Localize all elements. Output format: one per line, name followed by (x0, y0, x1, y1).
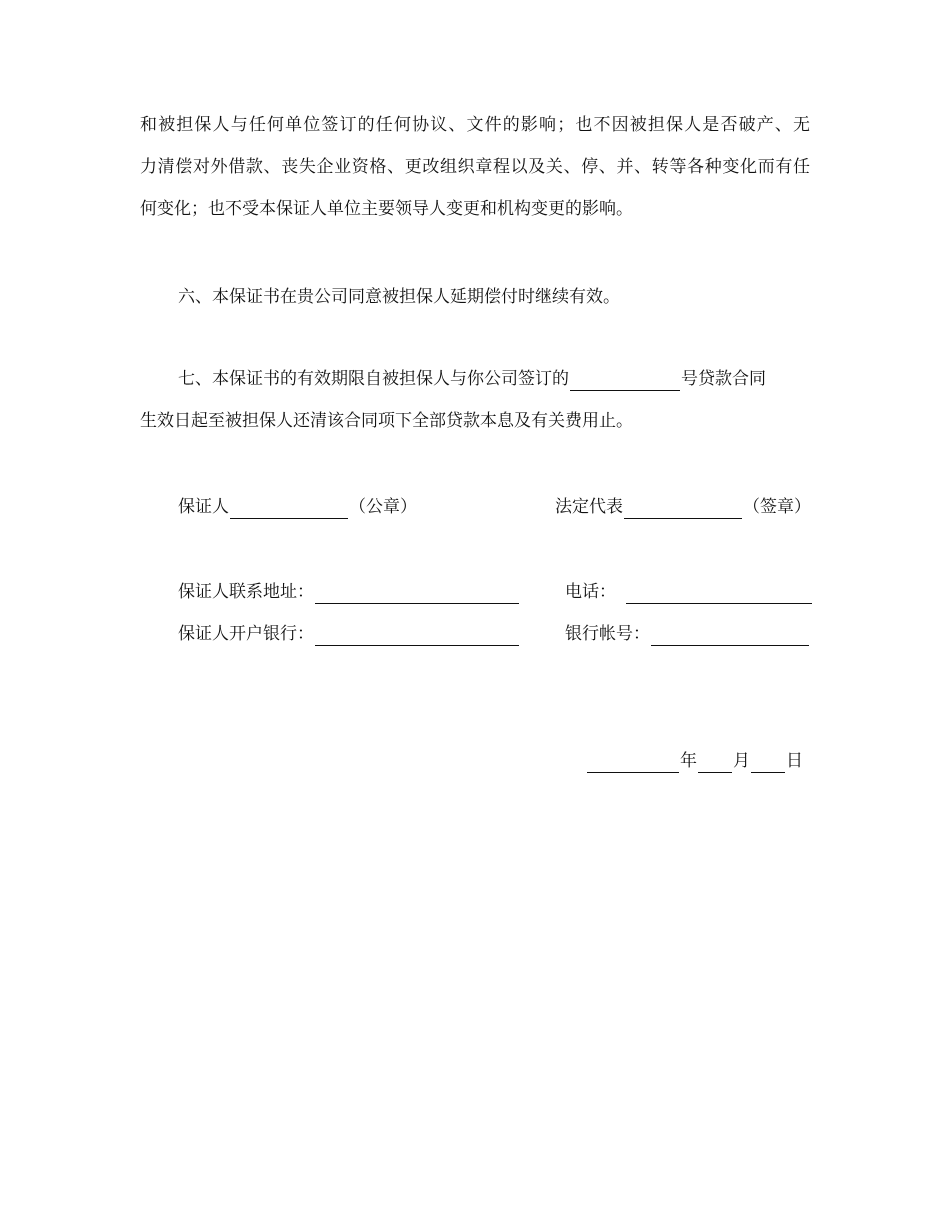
phone-blank[interactable] (626, 585, 812, 604)
guarantor-signature (178, 495, 417, 519)
paragraph-7-line-2: 生效日起至被担保人还清该合同项下全部贷款本息及有关费用止。 (140, 411, 633, 431)
address-label: 保证人联系地址： (178, 582, 314, 602)
bank-account-field (565, 622, 810, 646)
paragraph-5-line-2: 力清偿对外借款、丧失企业资格、更改组织章程以及关、停、并、转等各种变化而有任 (140, 157, 810, 177)
month-label: 月 (733, 751, 750, 771)
guarantor-bank-field (178, 622, 520, 646)
paragraph-7-line-1 (178, 367, 766, 391)
legal-rep-label: 法定代表 (555, 497, 623, 517)
day-blank[interactable] (751, 754, 785, 773)
guarantor-address-field (178, 580, 520, 604)
bank-blank[interactable] (315, 627, 519, 646)
bank-label: 保证人开户银行： (178, 624, 314, 644)
paragraph-5-line-1: 和被担保人与任何单位签订的任何协议、文件的影响；也不因被担保人是否破产、无 (140, 115, 810, 135)
day-label: 日 (786, 751, 803, 771)
month-blank[interactable] (698, 754, 732, 773)
loan-contract-number-blank[interactable] (570, 372, 680, 391)
address-blank[interactable] (315, 585, 519, 604)
legal-rep-sign-blank[interactable] (624, 500, 742, 519)
year-blank[interactable] (587, 754, 679, 773)
phone-label: 电话： (565, 582, 616, 602)
phone-field (565, 580, 813, 604)
guarantor-seal-suffix: （公章） (349, 497, 417, 517)
paragraph-5-line-3: 何变化；也不受本保证人单位主要领导人变更和机构变更的影响。 (140, 199, 633, 219)
year-label: 年 (680, 751, 697, 771)
paragraph-7-text-after: 号贷款合同 (681, 369, 766, 389)
legal-rep-suffix: （签章） (743, 497, 811, 517)
paragraph-6: 六、本保证书在贵公司同意被担保人延期偿付时继续有效。 (178, 287, 620, 307)
account-blank[interactable] (651, 627, 809, 646)
paragraph-7-text-before: 七、本保证书的有效期限自被担保人与你公司签订的 (178, 369, 569, 389)
guarantor-label: 保证人 (178, 497, 229, 517)
date-line (586, 749, 803, 773)
account-label: 银行帐号： (565, 624, 650, 644)
legal-representative-signature (555, 495, 811, 519)
guarantor-seal-blank[interactable] (230, 500, 348, 519)
